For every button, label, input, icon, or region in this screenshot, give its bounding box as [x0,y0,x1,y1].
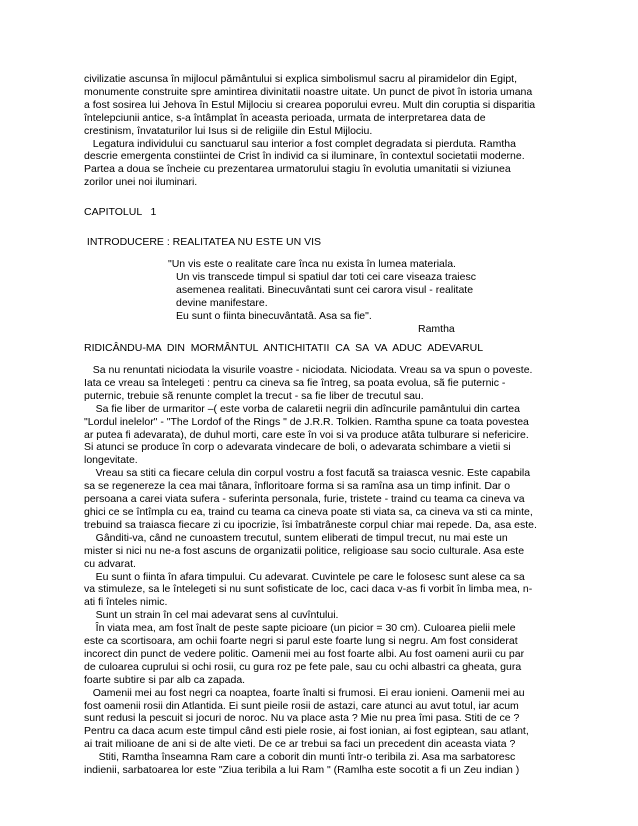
body-text [84,364,559,777]
text-line: Si atunci se produce în corp o adevarata vindecare de boli, o adevarata schimbare a vietii si [84,441,511,454]
text-line: indienii, sarbatoarea lor este "Ziua teribila a lui Ram " (Ramlha este socotit a fi un Zeu indian ) [84,764,520,777]
chapter-title: CAPITOLUL 1 [84,206,157,218]
text-line: sunt redusi la pescuit si jocuri de noroc. Nu va place asta ? Mie nu prea îmi pasa. Stiti de ce ? [84,712,520,725]
epigraph-author: Ramtha [418,322,455,335]
text-line: ar putea fi adevarata), de duhul morti, care este în voi si va produce atâta tulburare si nefericire. [84,428,529,441]
text-line: longevitate. [84,454,138,467]
text-line: Sa fie liber de urmaritor –( este vorba de calaretii negrii din adîncurile pamântului din cartea [84,402,520,415]
section-heading [84,342,559,355]
section-title: RIDICÂNDU-MA DIN MORMÂNTUL ANTICHITATII CA SA VA ADUC ADEVARUL [84,342,484,354]
text-line: descrie emergenta constiintei de Crist în individ ca si iluminare, în contextul societatii moderne. [84,150,525,163]
text-line: În viata mea, am fost înalt de peste sapte picioare (un picior = 30 cm). Culoarea pielii mele [84,622,516,635]
text-line: este ca scortisoara, am ochii foarte negri si parul este foarte lung si negru. Am fost considerat [84,635,518,648]
text-line: zorilor unei noi iluminari. [84,176,198,189]
epigraph-line: devine manifestare. [176,296,268,309]
text-line: Sunt un strain în cel mai adevarat sens al cuvîntului. [84,609,339,622]
text-line: Oamenii mei au fost negri ca noaptea, foarte înalti si frumosi. Ei erau ionieni. Oamenii mei au [84,686,525,699]
text-line: crestinism, învataturilor lui Isus si de religiile din Estul Mijlociu. [84,124,373,137]
text-line: Sa nu renuntati niciodata la visurile voastre - niciodata. Niciodata. Vreau sa va spun o poveste. [84,364,533,376]
text-line: fost oamenii rosii din Atlantida. Ei sunt pieile rosii de astazi, care atunci au avut totul, iar acum [84,699,519,712]
text-line: monumente construite spre amintirea divinitatii noastre uitate. Un punct de pivot în istoria umana [84,85,533,98]
text-line: persoana a carei viata sufera - suferinta personala, furie, tristete - traind cu teama ca cineva va [84,493,525,506]
text-line: Gânditi-va, când ne cunoastem trecutul, suntem eliberati de timpul trecut, nu mai este un [84,531,508,544]
epigraph-line: Eu sunt o fiinta binecuvântatâ. Asa sa fie". [176,309,372,322]
text-line: civilizatie ascunsa în mijlocul pământului si explica simbolismul sacru al piramidelor din Egipt, [84,73,518,85]
text-line: trebuind sa traiasca fiecare zi cu ipocrizie, îsi îmbatrâneste corpul chiar mai repede. Da, asa este. [84,518,537,531]
chapter-subtitle: INTRODUCERE : REALITATEA NU ESTE UN VIS [84,236,322,248]
chapter-heading [84,206,559,219]
chapter-subheading [84,236,559,249]
text-line: mister si nici nu ne-a fost ascuns de organizatii politice, religioase sau socio culturale. Asa este [84,544,525,557]
epigraph-line: Un vis transcede timpul si spatiul dar toti cei care viseaza traiesc [176,270,476,283]
text-line: sa se regenereze la cea mai tânara, înfloritoare forma si sa ramîna asa un timp infinit. Dar o [84,480,511,493]
text-line: a fost sosirea lui Jehova în Estul Mijlociu si crearea poporului evreu. Mult din coruptia si disparitia [84,98,536,111]
text-line: cu advarat. [84,557,136,570]
text-line: foarte subtire si par alb ca zapada. [84,673,246,686]
epigraph-line: "Un vis este o realitate care înca nu exista în lumea materiala. [168,258,456,270]
text-line: Stiti, Ramtha înseamna Ram care a coborit din munti într-o teribila zi. Asa ma sarbatoresc [84,751,516,764]
text-line: ai trait milioane de ani si de alte vieti. De ce ar trebui sa faci un precedent din aceasta viata ? [84,738,516,751]
text-line: "Lordul inelelor" - "The Lordof of the Rings " de J.R.R. Tolkien. Ramtha spune ca toata povestea [84,415,529,428]
text-line: Legatura individului cu sanctuarul sau interior a fost complet degradata si pierduta. Ramtha [84,137,516,150]
text-line: puternic, trebuie sã renunte complet la trecut - sa fie liber de trecutul sau. [84,389,424,402]
text-line: de culoarea cuprului si ochi rosii, cu gura roz pe fete pale, sau cu ochi albastri ca gheata, gura [84,660,522,673]
text-line: ati fi înteles nimic. [84,596,168,609]
text-line: Pentru ca daca acum este timpul când esti piele rosie, ai fost ionian, ai fost egiptean, sau atlant, [84,725,529,738]
text-line: va stimuleze, sa le întelegeti si nu sunt sofisticate de loc, caci daca v-as fi vorbit în limba mea, n- [84,583,533,596]
text-line: Partea a doua se încheie cu prezentarea urmatorului stagiu în evolutia umanitatii si viziunea [84,163,511,176]
text-line: incorect din punct de vedere politic. Oamenii mei au fost foarte albi. Au fost oameni aurii cu par [84,647,525,660]
text-line: întelepciunii antice, s-a întâmplat în aceasta perioada, urmata de interpretarea data de [84,111,486,124]
text-line: Eu sunt o fiinta în afara timpului. Cu adevarat. Cuvintele pe care le folosesc sunt alese ca sa [84,570,525,583]
epigraph-line: asemenea realitati. Binecuvântati sunt cei carora visul - realitate [176,283,474,296]
epigraph [84,258,559,335]
text-line: Vreau sa stiti ca fiecare celula din corpul vostru a fost facutã sa traiasca vesnic. Este capabila [84,467,531,480]
text-line: ghici ce se întîmpla cu ea, traind cu teama ca cineva poate sti viata sa, ca cineva va sti ca minte, [84,505,533,518]
text-line: Iata ce vreau sa întelegeti : pentru ca cineva sa fie întreg, sa poata evolua, sã fie puternic - [84,376,506,389]
intro-paragraph [84,73,559,189]
